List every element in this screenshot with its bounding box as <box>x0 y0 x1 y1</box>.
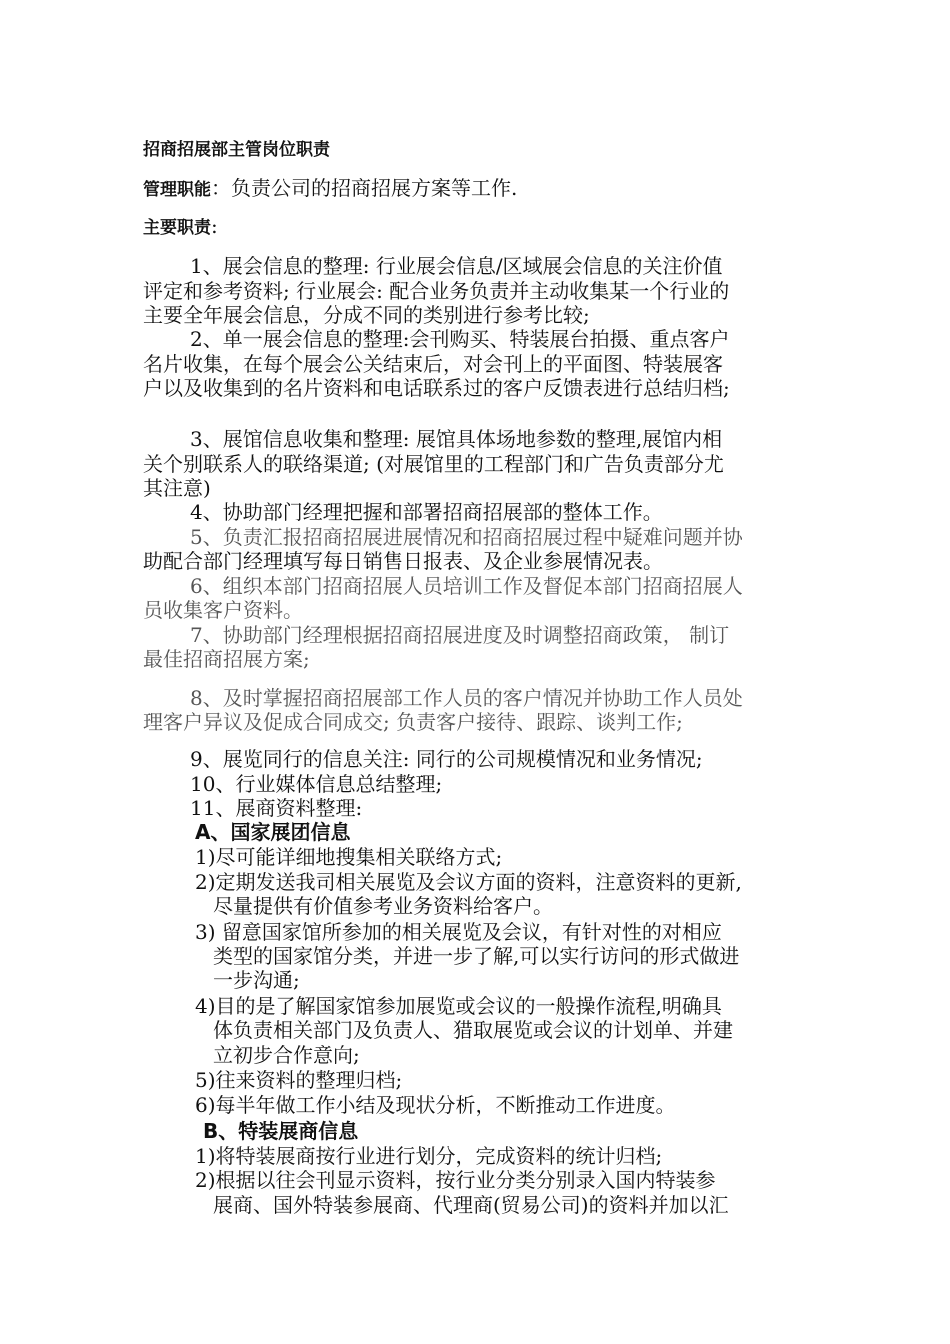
management-function-label: 管理职能 <box>143 180 211 200</box>
duty-8-line-1: 8、及时掌握招商招展部工作人员的客户情况并协助工作人员处 <box>190 686 743 710</box>
section-a-line: 2)定期发送我司相关展览及会议方面的资料，注意资料的更新, <box>195 870 742 894</box>
duty-6-line-2: 员收集客户资料。 <box>143 598 303 622</box>
duty-9-line-1: 9、展览同行的信息关注: 同行的公司规模情况和业务情况; <box>190 747 703 771</box>
section-a-line: 立初步合作意向; <box>213 1043 360 1067</box>
duty-8-line-2: 理客户异议及促成合同成交; 负责客户接待、跟踪、谈判工作; <box>143 710 683 734</box>
doc-title: 招商招展部主管岗位职责 <box>143 140 330 160</box>
management-function-line <box>143 176 517 202</box>
duty-3-line-3: 其注意) <box>143 476 211 500</box>
duty-3-line-1: 3、展馆信息收集和整理: 展馆具体场地参数的整理,展馆内相 <box>190 427 723 451</box>
duty-1-line-2: 评定和参考资料; 行业展会: 配合业务负责并主动收集某一个行业的 <box>143 279 730 303</box>
section-b-heading: B、特装展商信息 <box>203 1119 359 1143</box>
duty-10-line-1: 10、行业媒体信息总结整理; <box>190 772 443 796</box>
section-a-line: 5)往来资料的整理归档; <box>195 1068 403 1092</box>
duty-5-line-1: 5、负责汇报招商招展进展情况和招商招展过程中疑难问题并协 <box>190 525 743 549</box>
duty-2-line-3: 户以及收集到的名片资料和电话联系过的客户反馈表进行总结归档; <box>143 376 730 400</box>
section-b-line: 1)将特装展商按行业进行划分，完成资料的统计归档; <box>195 1144 663 1168</box>
duty-7-line-2: 最佳招商招展方案; <box>143 647 310 671</box>
management-function-text: ：负责公司的招商招展方案等工作. <box>211 176 518 200</box>
duty-2-line-2: 名片收集，在每个展会公关结束后，对会刊上的平面图、特装展客 <box>143 352 723 376</box>
main-duties-colon: : <box>211 214 218 238</box>
section-a-line: 6)每半年做工作小结及现状分析，不断推动工作进度。 <box>195 1093 676 1117</box>
section-b-line: 2)根据以往会刊显示资料，按行业分类分别录入国内特装参 <box>195 1168 716 1192</box>
main-duties-line <box>143 214 218 240</box>
section-a-line: 体负责相关部门及负责人、猎取展览或会议的计划单、并建 <box>213 1018 733 1042</box>
section-b-line: 展商、国外特装参展商、代理商(贸易公司)的资料并加以汇 <box>213 1193 729 1217</box>
duty-11-line-1: 11、展商资料整理: <box>190 796 363 820</box>
section-a-line: 3) 留意国家馆所参加的相关展览及会议，有针对性的对相应 <box>195 920 722 944</box>
section-a-line: 1)尽可能详细地搜集相关联络方式; <box>195 845 503 869</box>
section-a-heading: A、国家展团信息 <box>195 820 351 844</box>
section-a-line: 类型的国家馆分类，并进一步了解,可以实行访问的形式做进 <box>213 944 740 968</box>
duty-5-line-2: 助配合部门经理填写每日销售日报表、及企业参展情况表。 <box>143 549 663 573</box>
duty-6-line-1: 6、组织本部门招商招展人员培训工作及督促本部门招商招展人 <box>190 574 743 598</box>
duty-3-line-2: 关个别联系人的联络渠道; (对展馆里的工程部门和广告负责部分尤 <box>143 452 724 476</box>
duty-1-line-1: 1、展会信息的整理: 行业展会信息/区域展会信息的关注价值 <box>190 254 723 278</box>
section-a-line: 一步沟通; <box>213 968 300 992</box>
duty-1-line-3: 主要全年展会信息，分成不同的类别进行参考比较; <box>143 303 590 327</box>
main-duties-label: 主要职责 <box>143 218 211 238</box>
duty-4-line-1: 4、协助部门经理把握和部署招商招展部的整体工作。 <box>190 500 663 524</box>
duty-7-line-1: 7、协助部门经理根据招商招展进度及时调整招商政策， 制订 <box>190 623 730 647</box>
section-a-line: 尽量提供有价值参考业务资料给客户。 <box>213 894 553 918</box>
section-a-line: 4)目的是了解国家馆参加展览或会议的一般操作流程,明确具 <box>195 994 722 1018</box>
duty-2-line-1: 2、单一展会信息的整理:会刊购买、特装展台拍摄、重点客户 <box>190 327 730 351</box>
